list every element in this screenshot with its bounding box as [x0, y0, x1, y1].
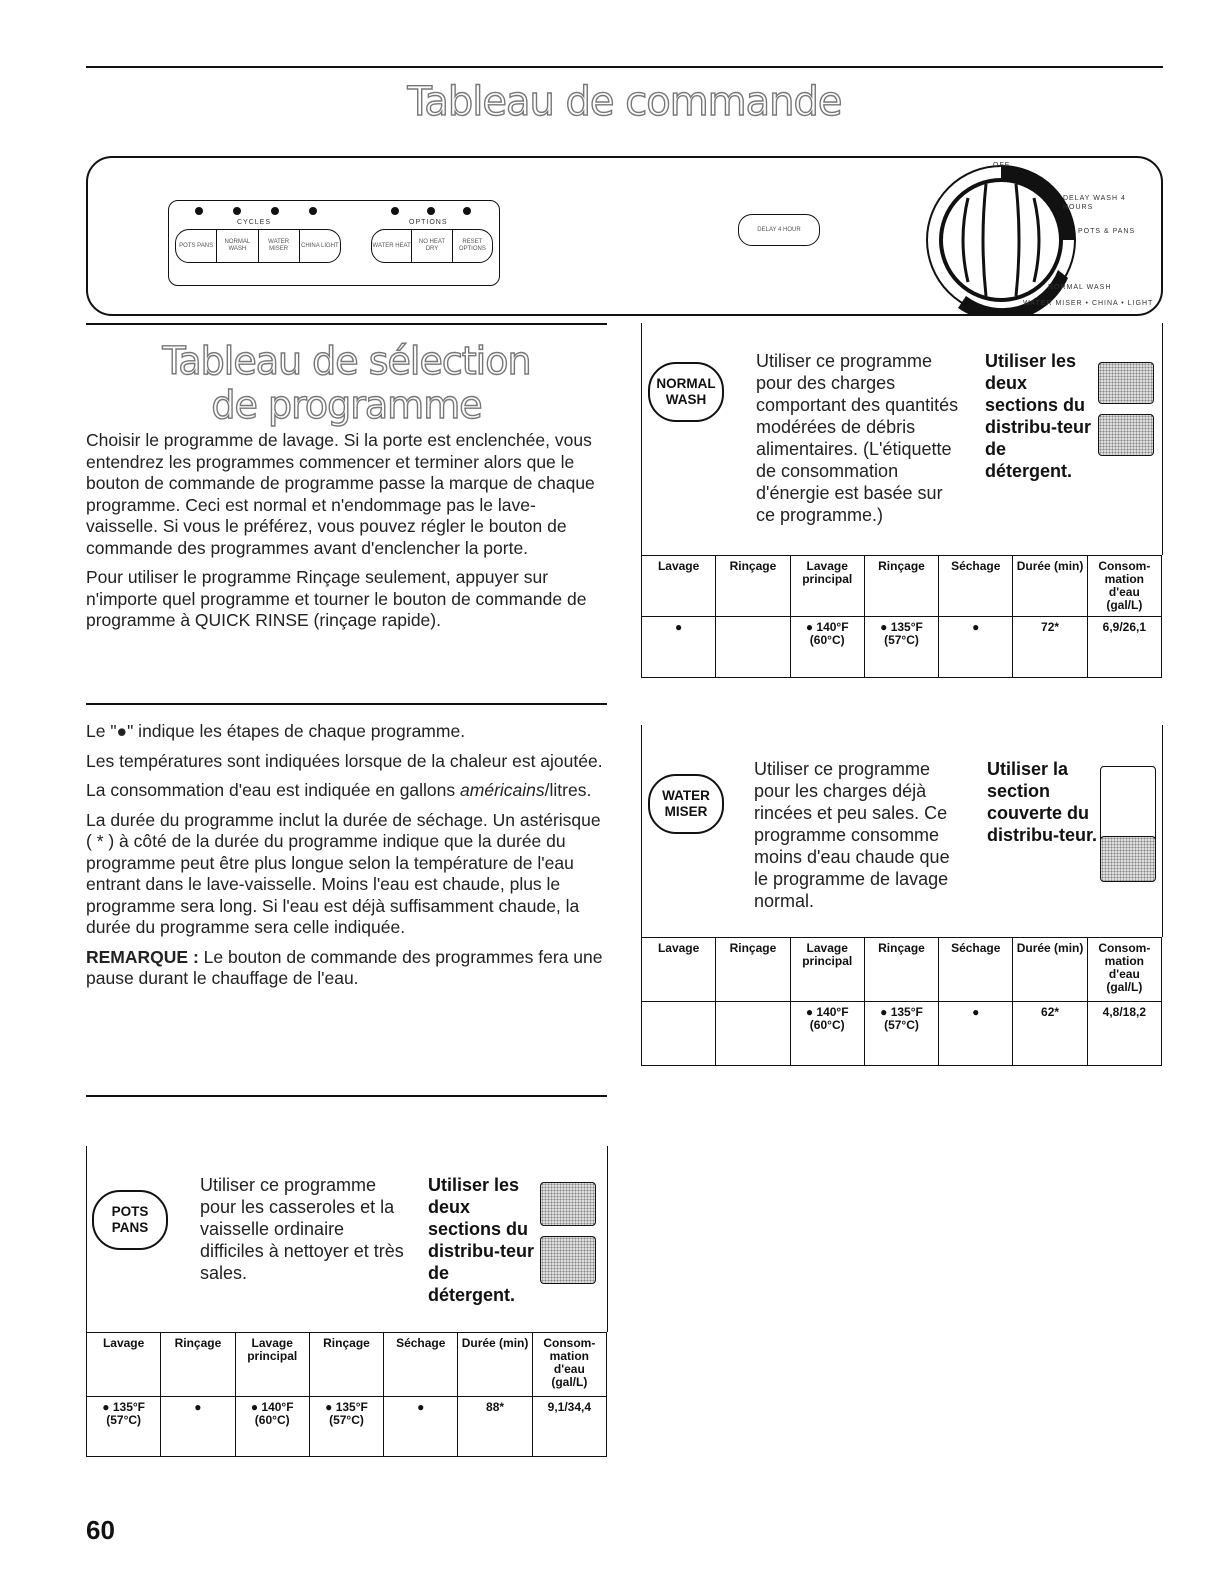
table-cell [642, 1002, 716, 1066]
normal-wash-table [641, 555, 1162, 678]
normal-wash-description: Utiliser ce programme pour des charges comportant des quantités modérées de débris alimentaires. (L'étiquette de consommation d'énergie est basée sur ce programme.) [756, 351, 959, 525]
cycle-dial-icon[interactable] [858, 158, 1158, 314]
pots-pans-detergent: Utiliser les deux sections du distribu-teur de détergent. [428, 1175, 534, 1305]
pots-pans-badge: POTS PANS [92, 1190, 168, 1250]
table-cell: 9,1/34,4 [532, 1397, 606, 1457]
table-cell: ● [384, 1397, 458, 1457]
header-cell: Lavage [642, 938, 716, 1002]
note-duration: La durée du programme inclut la durée de séchage. Un astérisque ( * ) à côté de la durée du programme indique que la durée du programme peut être plus longue selon la température de l'eau entrant dans le lave-vaisselle. Moins l'eau est chaude, plus le programme sera long. Si l'eau est déjà suffisamment chaude, la durée du programme sera celle indiquée. [86, 809, 601, 937]
header-cell: Séchage [939, 556, 1013, 617]
table-cell: ● [939, 1002, 1013, 1066]
normal-wash-detergent: Utiliser les deux sections du distribu-teur de détergent. [985, 351, 1091, 481]
pots-pans-description: Utiliser ce programme pour les casseroles et la vaisselle ordinaire difficiles à nettoyer et très sales. [200, 1175, 404, 1283]
cycle-button-normal-wash[interactable]: NORMAL WASH [217, 230, 258, 262]
header-cell: Rinçage [864, 556, 938, 617]
header-cell: Durée (min) [1013, 938, 1087, 1002]
dial-label-pots: POTS & PANS [1078, 228, 1136, 235]
note-temperatures: Les températures sont indiquées lorsque de la chaleur est ajoutée. [86, 750, 603, 771]
option-button-water-heat[interactable]: WATER HEAT [372, 230, 412, 262]
header-cell: Lavage [87, 1333, 161, 1397]
table-cell: ● 135°F (57°C) [864, 617, 938, 678]
header-cell: Séchage [939, 938, 1013, 1002]
water-miser-description: Utiliser ce programme pour les charges déjà rincées et peu sales. Ce programme consomme moins d'eau chaude que le programme de lavage normal. [754, 759, 950, 911]
intro-paragraph-1: Choisir le programme de lavage. Si la porte est enclenchée, vous entendrez les programmes commencer et terminer alors que le bouton de commande de programme passe la marque de chaque programme. Ceci est normal et n'endommage pas le lave-vaisselle. Si vous le préférez, vous pouvez régler le bouton de commande des programmes avant d'enclencher la porte. [86, 430, 595, 558]
table-cell: ● [642, 617, 716, 678]
option-buttons [371, 229, 493, 263]
table-cell: 4,8/18,2 [1087, 1002, 1161, 1066]
table-cell: ● 135°F (57°C) [864, 1002, 938, 1066]
table-cell: 88* [458, 1397, 532, 1457]
table-cell: 62* [1013, 1002, 1087, 1066]
intro-text [86, 430, 607, 640]
section-title-line2: de programme [211, 383, 482, 427]
table-cell: 6,9/26,1 [1087, 617, 1161, 678]
table-cell: ● [161, 1397, 235, 1457]
water-miser-badge: WATER MISER [648, 774, 724, 834]
cycle-buttons [175, 229, 341, 263]
pots-pans-table [86, 1332, 607, 1457]
options-label: OPTIONS [409, 219, 448, 226]
detergent-dispenser-icon [540, 1236, 596, 1284]
header-cell: Consom-mation d'eau (gal/L) [532, 1333, 606, 1397]
dial-label-normal: NORMAL WASH [1048, 284, 1112, 291]
header-cell: Durée (min) [1013, 556, 1087, 617]
note-bullet-legend: Le "●" indique les étapes de chaque programme. [86, 721, 466, 741]
header-cell: Rinçage [716, 938, 790, 1002]
header-cell: Rinçage [161, 1333, 235, 1397]
table-cell: ● 140°F (60°C) [790, 1002, 864, 1066]
table-cell: 72* [1013, 617, 1087, 678]
table-cell: ● [939, 617, 1013, 678]
delay-button[interactable] [738, 214, 820, 246]
covered-dispenser-icon [1100, 766, 1156, 846]
top-rule [86, 66, 1163, 68]
table-cell: ● 140°F (60°C) [790, 617, 864, 678]
left-rule-1 [86, 323, 607, 325]
cycle-button-pots-pans[interactable]: POTS PANS [176, 230, 217, 262]
header-cell: Lavage [642, 556, 716, 617]
header-cell: Lavage principal [235, 1333, 309, 1397]
page-title: Tableau de commande [407, 79, 842, 125]
water-miser-table [641, 937, 1162, 1066]
intro-paragraph-2: Pour utiliser le programme Rinçage seulement, appuyer sur n'importe quel programme et tourner le bouton de commande de programme à QUICK RINSE (rinçage rapide). [86, 567, 587, 630]
cycle-button-china-light[interactable]: CHINA LIGHT [301, 242, 339, 249]
header-cell: Lavage principal [790, 938, 864, 1002]
normal-wash-badge: NORMAL WASH [648, 362, 724, 422]
dial-label-delay: DELAY WASH 4 HOURS [1063, 195, 1126, 211]
notes-text [86, 721, 607, 998]
detergent-dispenser-icon [540, 1182, 596, 1226]
detergent-dispenser-icon [1098, 414, 1154, 456]
left-rule-3 [86, 1095, 607, 1097]
cycles-label: CYCLES [237, 219, 272, 226]
header-cell: Consom-mation d'eau (gal/L) [1087, 556, 1161, 617]
header-cell: Rinçage [716, 556, 790, 617]
note-water-consumption: La consommation d'eau est indiquée en gallons américains/litres. [86, 780, 592, 800]
button-panel [168, 200, 500, 286]
detergent-dispenser-icon [1098, 362, 1154, 404]
left-rule-2 [86, 703, 607, 705]
section-title-line1: Tableau de sélection [162, 339, 531, 383]
table-cell: ● 135°F (57°C) [309, 1397, 383, 1457]
table-cell [716, 617, 790, 678]
dial-label-off: OFF [993, 162, 1010, 169]
table-cell: ● 135°F (57°C) [87, 1397, 161, 1457]
dial-label-water-miser: WATER MISER • CHINA • LIGHT [1023, 300, 1154, 307]
header-cell: Rinçage [309, 1333, 383, 1397]
control-panel-illustration [86, 156, 1163, 316]
delay-button-label: DELAY 4 HOUR [757, 226, 801, 233]
page-number: 60 [86, 1515, 115, 1545]
note-remark: REMARQUE : Le bouton de commande des programmes fera une pause durant le chauffage de l'eau. [86, 946, 603, 988]
table-cell [716, 1002, 790, 1066]
table-cell: ● 140°F (60°C) [235, 1397, 309, 1457]
water-miser-detergent: Utiliser la section couverte du distribu-teur. [987, 759, 1098, 845]
header-cell: Rinçage [864, 938, 938, 1002]
option-button-reset[interactable]: RESET OPTIONS [458, 239, 486, 252]
header-cell: Consom-mation d'eau (gal/L) [1087, 938, 1161, 1002]
cycle-button-water-miser[interactable]: WATER MISER [259, 230, 300, 262]
detergent-dispenser-icon [1100, 836, 1156, 882]
option-button-no-heat-dry[interactable]: NO HEAT DRY [412, 230, 452, 262]
header-cell: Lavage principal [790, 556, 864, 617]
header-cell: Durée (min) [458, 1333, 532, 1397]
header-cell: Séchage [384, 1333, 458, 1397]
